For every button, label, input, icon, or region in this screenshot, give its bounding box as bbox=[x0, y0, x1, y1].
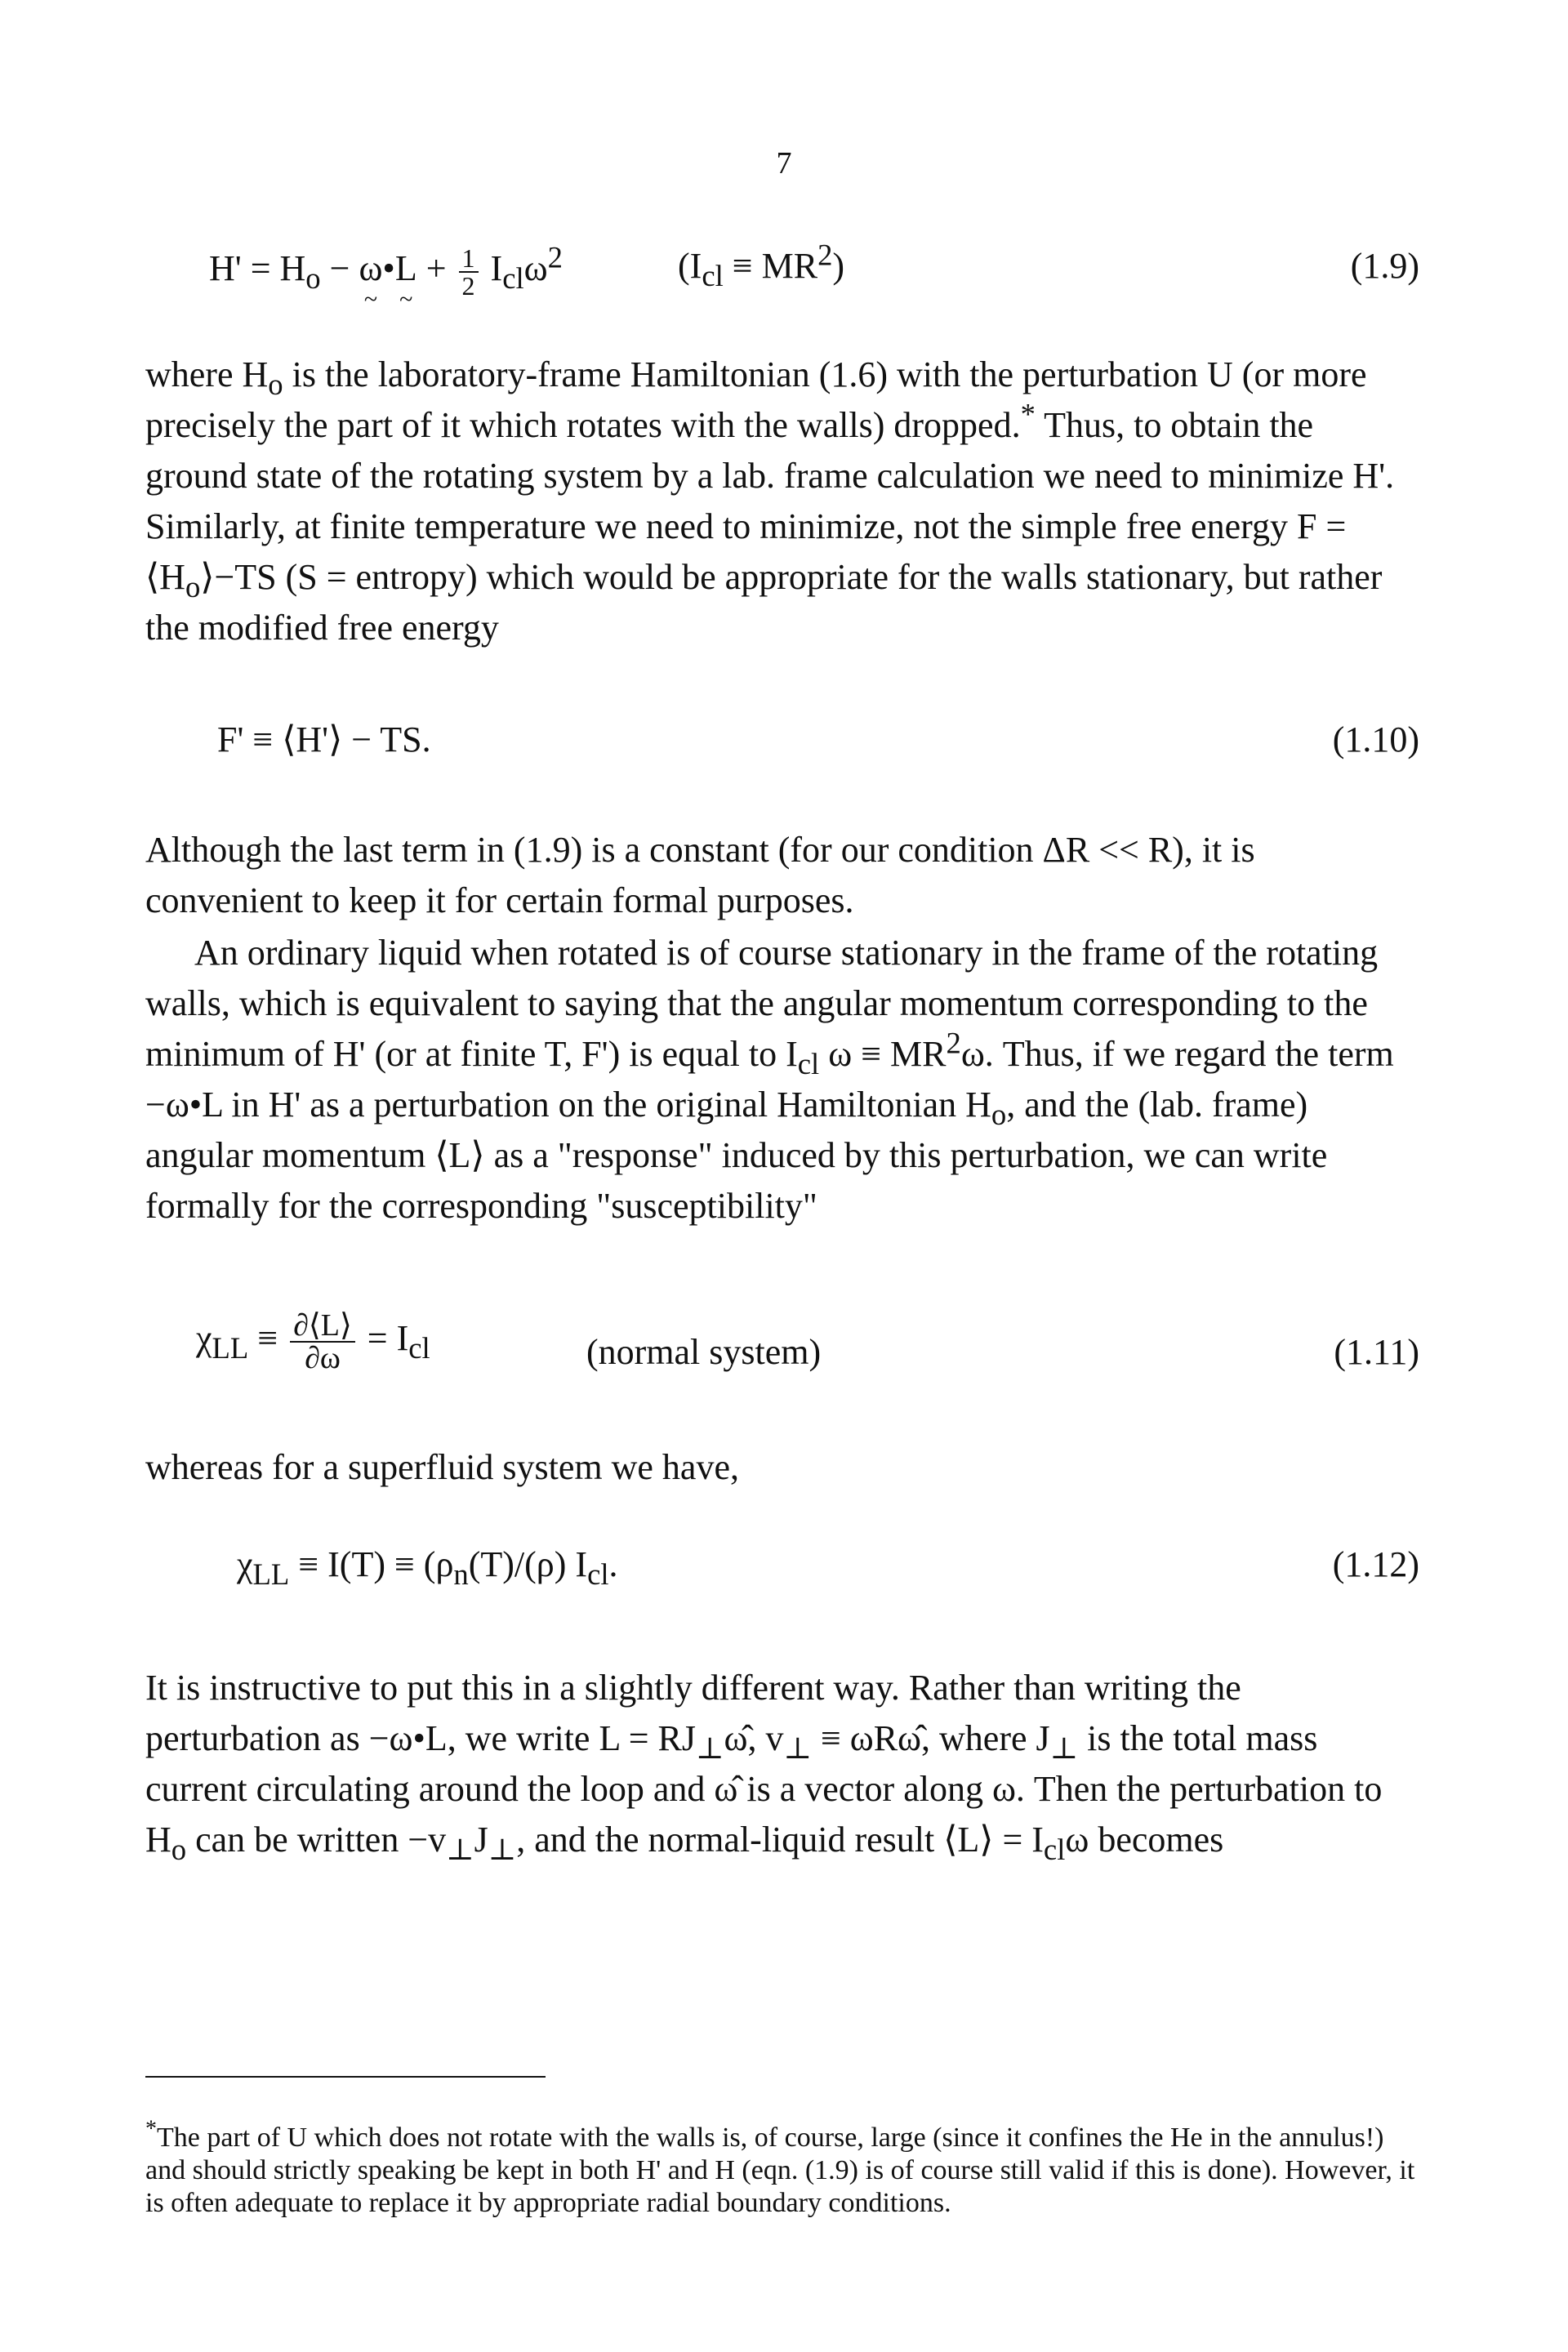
equation-1-9-lhs: $H' = H_o - \omega$ ~•L ~ + $\frac{1}{2}$ $I_{cl}\omega^2$ bbox=[209, 245, 563, 299]
equation-1-11-lhs: $\chi_{LL}$ ≡ $\frac{\partial⟨L⟩}{\partial\omega}$ = $I_{cl}$ bbox=[196, 1308, 430, 1375]
equation-1-11 bbox=[145, 1307, 1419, 1396]
equation-1-9 bbox=[145, 238, 1419, 310]
paragraph-2: Although the last term in (1.9) is a constant (for our condition ΔR << R), it is convenient to keep it for certain formal purposes. bbox=[145, 830, 1255, 920]
footnote-marker: * bbox=[145, 2116, 157, 2142]
equation-1-10 bbox=[145, 719, 1419, 784]
paragraph-3: An ordinary liquid when rotated is of course stationary in the frame of the rotating walls, which is equivalent to saying that the angular momentum corresponding to the minimum of H' (or at finite T, F') is equal to $I_{cl}$ $\omega \equiv MR^2\omega$. Thus, if we regard the term −ω•L in H' as a perturbation on the original Hamiltonian $H_o$, and the (lab. frame) angular momentum ⟨L⟩ as a "response" induced by this perturbation, we can write formally for the corresponding "susceptibility" bbox=[145, 933, 1394, 1226]
paragraph-1: where $H_o$ is the laboratory-frame Hamiltonian (1.6) with the perturbation U (or more precisely the part of it which rotates with the walls) dropped.* Thus, to obtain the ground state of the rotating system by a lab. frame calculation we need to minimize H'. Similarly, at finite temperature we need to minimize, not the simple free energy $F = ⟨H_o⟩-TS$ (S = entropy) which would be appropriate for the walls stationary, but rather the modified free energy bbox=[145, 354, 1395, 648]
equation-1-9-condition: $(I_{cl} \equiv MR^2)$ bbox=[678, 238, 845, 292]
equation-1-11-number: (1.11) bbox=[1334, 1332, 1419, 1372]
equation-1-10-lhs: F' ≡ ⟨H'⟩ − TS. bbox=[217, 719, 431, 760]
equation-1-10-number: (1.10) bbox=[1332, 719, 1419, 760]
page-number: 7 bbox=[776, 146, 792, 180]
paragraph-5: It is instructive to put this in a slightly different way. Rather than writing the perturbation as −ω•L, we write $L = RJ_\perp\omegâ$, $v_\perp$ ≡ ωRω̂, where $J_\perp$ is the total mass current circulating around the loop and ω̂ is a vector along ω. Then the perturbation to $H_o$ can be written $-v_\perp J_\perp$, and the normal-liquid result ⟨L⟩ = $I_{cl}\omega$ becomes bbox=[145, 1668, 1383, 1866]
footnote-text: The part of U which does not rotate with the walls is, of course, large (since it confines the He in the annulus!) and should strictly speaking be kept in both H' and H (eqn. (1.9) is of course still valid if this is done). However, it is often adequate to replace it by appropriate radial boundary conditions. bbox=[145, 2123, 1415, 2218]
paragraph-4: whereas for a superfluid system we have, bbox=[145, 1447, 739, 1487]
footnote bbox=[145, 2116, 1419, 2220]
equation-1-12-number: (1.12) bbox=[1332, 1544, 1419, 1584]
equation-1-12-lhs: $\chi_{LL} \equiv I(T) \equiv (\rho_n(T)/(\rho)$ $I_{cl}$. bbox=[237, 1544, 618, 1591]
fraction-dL-domega: $\frac{\partial⟨L⟩}{\partial\omega}$ bbox=[290, 1310, 355, 1374]
footnote-divider bbox=[145, 2076, 546, 2078]
equation-1-12 bbox=[145, 1544, 1419, 1609]
equation-1-11-condition: (normal system) bbox=[586, 1332, 822, 1372]
fraction-one-half: $\frac{1}{2}$ bbox=[459, 245, 479, 299]
equation-1-9-number: (1.9) bbox=[1350, 246, 1419, 286]
